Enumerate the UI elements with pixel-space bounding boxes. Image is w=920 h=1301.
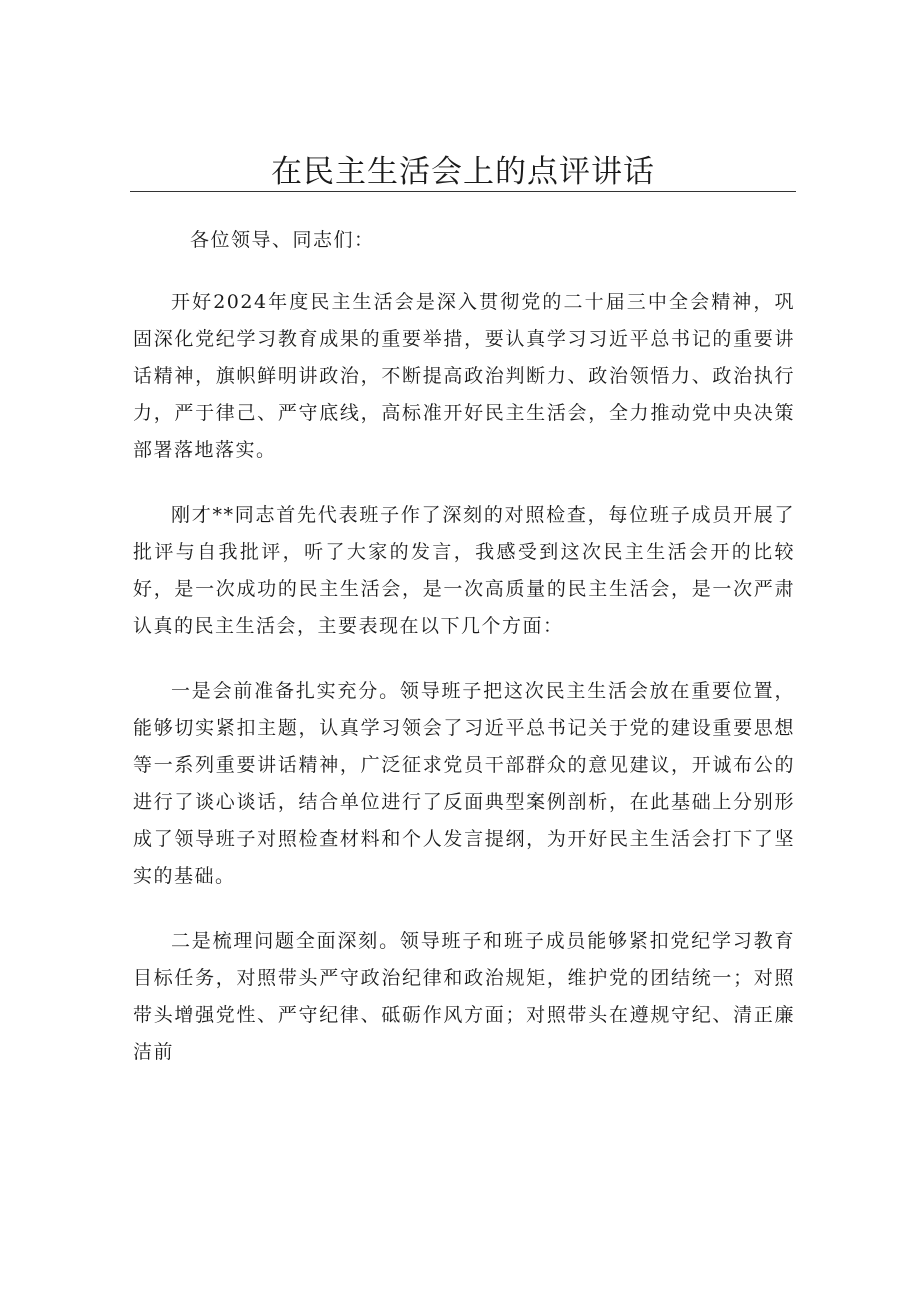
document-body: [133, 222, 795, 1099]
paragraph-3: 一是会前准备扎实充分。领导班子把这次民主生活会放在重要位置，能够切实紧扣主题，认真学习领会了习近平总书记关于党的建设重要思想等一系列重要讲话精神，广泛征求党员干部群众的意见建议，开诚布公的进行了谈心谈话，结合单位进行了反面典型案例剖析，在此基础上分别形成了领导班子对照检查材料和个人发言提纲，为开好民主生活会打下了坚实的基础。: [133, 680, 795, 887]
paragraph-2: 刚才**同志首先代表班子作了深刻的对照检查，每位班子成员开展了批评与自我批评，听了大家的发言，我感受到这次民主生活会开的比较好，是一次成功的民主生活会，是一次高质量的民主生活会，是一次严肃认真的民主生活会，主要表现在以下几个方面：: [133, 504, 795, 637]
paragraph-1: 开好2024年度民主生活会是深入贯彻党的二十届三中全会精神，巩固深化党纪学习教育成果的重要举措，要认真学习习近平总书记的重要讲话精神，旗帜鲜明讲政治，不断提高政治判断力、政治领悟力、政治执行力，严于律己、严守底线，高标准开好民主生活会，全力推动党中央决策部署落地落实。: [133, 291, 795, 461]
paragraph-4: 二是梳理问题全面深刻。领导班子和班子成员能够紧扣党纪学习教育目标任务，对照带头严守政治纪律和政治规矩，维护党的团结统一；对照带头增强党性、严守纪律、砥砺作风方面；对照带头在遵规守纪、清正廉洁前: [133, 930, 795, 1063]
title-underline: [130, 191, 796, 192]
salutation: 各位领导、同志们：: [190, 229, 375, 251]
document-title: 在民主生活会上的点评讲话: [271, 154, 655, 190]
